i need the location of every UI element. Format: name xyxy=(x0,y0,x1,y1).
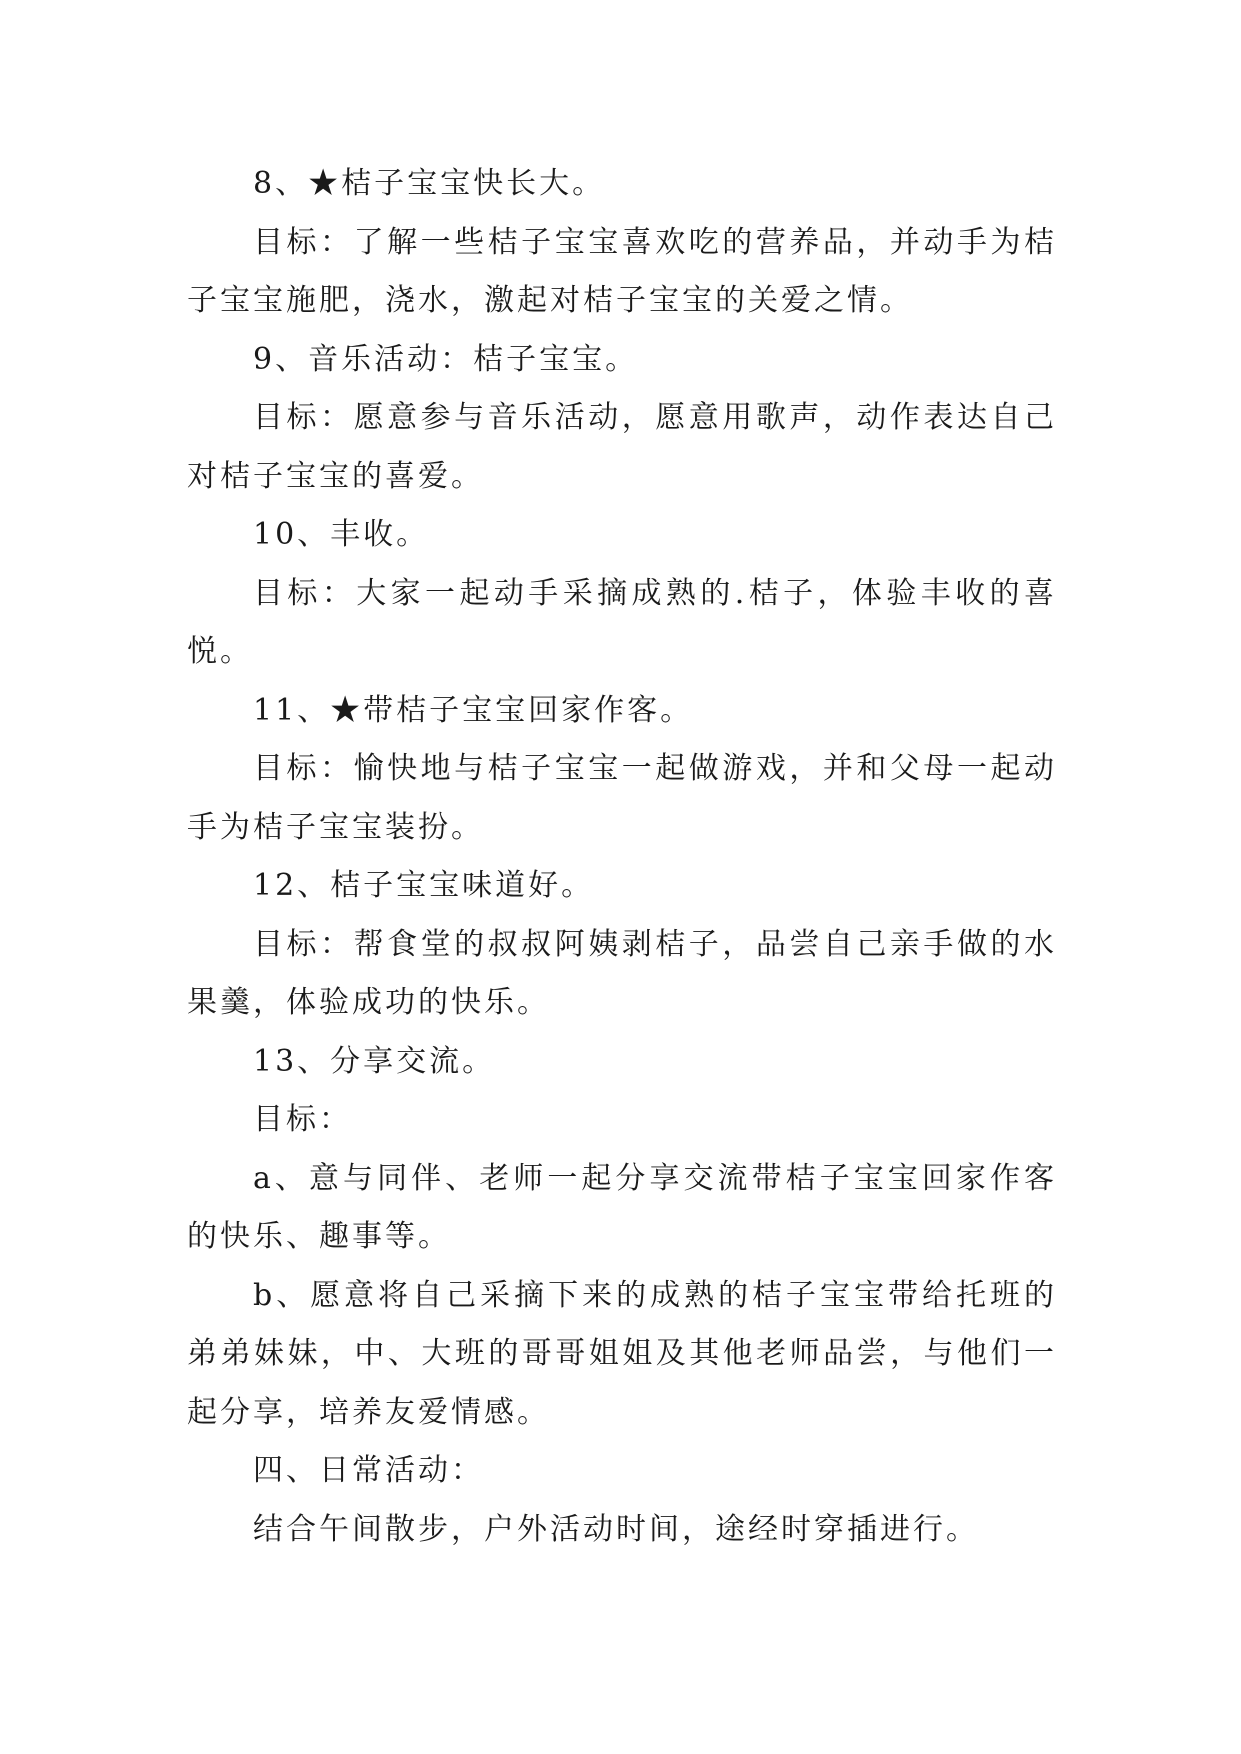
item-13-goal-a: a、意与同伴、老师一起分享交流带桔子宝宝回家作客的快乐、趣事等。 xyxy=(187,1160,1057,1254)
item-13-goal-b: b、愿意将自己采摘下来的成熟的桔子宝宝带给托班的弟弟妹妹，中、大班的哥哥姐姐及其他老师品尝，与他们一起分享，培养友爱情感。 xyxy=(187,1277,1057,1430)
item-8-goal: 目标：了解一些桔子宝宝喜欢吃的营养品，并动手为桔子宝宝施肥，浇水，激起对桔子宝宝的关爱之情。 xyxy=(187,224,1057,318)
item-9-goal: 目标：愿意参与音乐活动，愿意用歌声，动作表达自己对桔子宝宝的喜爱。 xyxy=(187,400,1057,494)
item-10-goal: 目标：大家一起动手采摘成熟的.桔子，体验丰收的喜悦。 xyxy=(187,575,1057,669)
item-8-heading: 8、★桔子宝宝快长大。 xyxy=(253,166,606,201)
item-11-heading: 11、★带桔子宝宝回家作客。 xyxy=(253,692,694,728)
item-10-heading: 10、丰收。 xyxy=(253,517,430,552)
item-11-goal: 目标：愉快地与桔子宝宝一起做游戏，并和父母一起动手为桔子宝宝装扮。 xyxy=(187,751,1057,845)
item-13-goal-label: 目标： xyxy=(253,1102,352,1137)
item-12-heading: 12、桔子宝宝味道好。 xyxy=(253,868,595,903)
document-body xyxy=(187,155,1057,1559)
item-12-goal: 目标：帮食堂的叔叔阿姨剥桔子，品尝自己亲手做的水果羹，体验成功的快乐。 xyxy=(187,926,1057,1020)
section-4-heading: 四、日常活动： xyxy=(253,1453,484,1488)
section-4-body: 结合午间散步，户外活动时间，途经时穿插进行。 xyxy=(253,1511,979,1547)
item-13-heading: 13、分享交流。 xyxy=(253,1043,496,1079)
item-9-heading: 9、音乐活动：桔子宝宝。 xyxy=(253,341,639,377)
